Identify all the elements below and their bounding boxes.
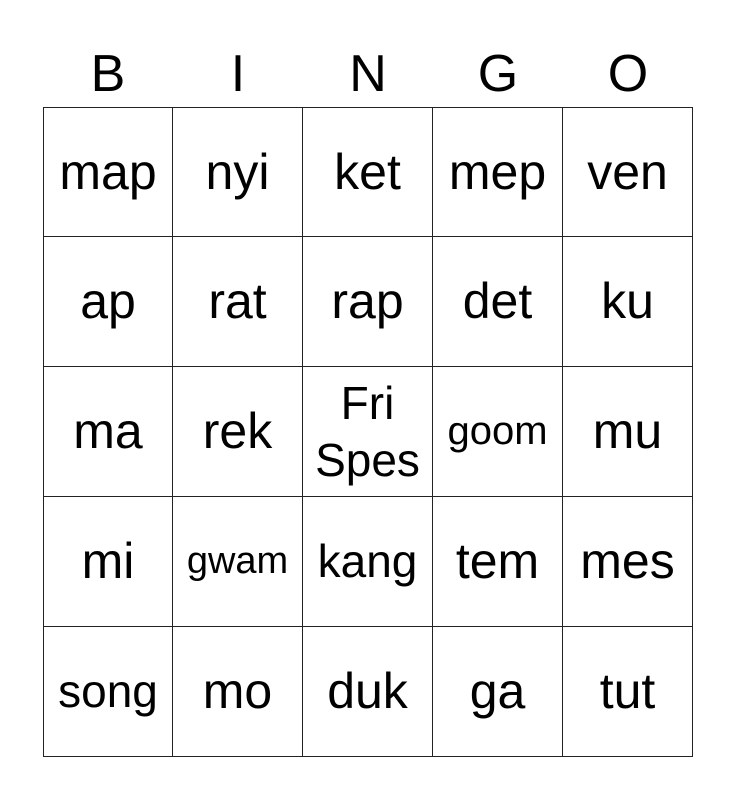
bingo-cell[interactable] xyxy=(303,497,433,627)
cell-word: mep xyxy=(448,143,547,200)
bingo-cell[interactable] xyxy=(43,107,173,237)
bingo-cell[interactable] xyxy=(173,627,303,757)
cell-word: mi xyxy=(81,533,135,589)
cell-word: ket xyxy=(334,143,401,200)
cell-word: rap xyxy=(331,273,404,329)
bingo-cell[interactable] xyxy=(433,107,563,237)
bingo-cell[interactable] xyxy=(563,367,693,497)
free-space-cell[interactable] xyxy=(303,367,433,497)
bingo-cell[interactable] xyxy=(43,237,173,367)
header-letter-o: O xyxy=(607,45,649,103)
bingo-cell[interactable] xyxy=(303,107,433,237)
bingo-cell[interactable] xyxy=(563,237,693,367)
cell-word: tut xyxy=(599,663,656,719)
cell-word: rat xyxy=(208,273,267,329)
cell-word: mo xyxy=(202,663,273,719)
cell-word: map xyxy=(59,143,157,200)
cell-word: ma xyxy=(73,403,143,459)
bingo-cell[interactable] xyxy=(43,627,173,757)
cell-word: duk xyxy=(327,663,408,719)
bingo-cell[interactable] xyxy=(43,497,173,627)
bingo-cell[interactable] xyxy=(563,627,693,757)
cell-word: kang xyxy=(317,535,418,588)
cell-word: mu xyxy=(592,403,663,459)
bingo-cell[interactable] xyxy=(173,497,303,627)
bingo-cell[interactable] xyxy=(433,367,563,497)
cell-word: det xyxy=(462,273,533,329)
cell-word: mes xyxy=(580,533,675,589)
cell-word: tem xyxy=(455,533,540,589)
bingo-cell[interactable] xyxy=(173,107,303,237)
bingo-cell[interactable] xyxy=(433,237,563,367)
cell-word: song xyxy=(58,665,158,718)
cell-word: ap xyxy=(80,273,136,329)
bingo-grid xyxy=(43,107,693,757)
free-space-label: Fri Spes xyxy=(315,377,420,486)
bingo-cell[interactable] xyxy=(173,367,303,497)
bingo-header xyxy=(43,40,693,108)
bingo-cell[interactable] xyxy=(563,497,693,627)
header-letter-b: B xyxy=(90,45,126,103)
bingo-cell[interactable] xyxy=(173,237,303,367)
cell-word: ku xyxy=(601,273,654,329)
cell-word: ven xyxy=(587,143,668,200)
bingo-cell[interactable] xyxy=(433,627,563,757)
cell-word: goom xyxy=(447,409,548,454)
cell-word: nyi xyxy=(205,143,270,200)
cell-word: rek xyxy=(202,403,273,459)
bingo-cell[interactable] xyxy=(563,107,693,237)
bingo-cell[interactable] xyxy=(43,367,173,497)
cell-word: gwam xyxy=(186,540,289,583)
header-letter-n: N xyxy=(349,45,387,103)
cell-word: ga xyxy=(469,663,526,719)
bingo-cell[interactable] xyxy=(433,497,563,627)
header-letter-g: G xyxy=(477,45,519,103)
bingo-cell[interactable] xyxy=(303,237,433,367)
bingo-cell[interactable] xyxy=(303,627,433,757)
header-letter-i: I xyxy=(230,45,246,103)
